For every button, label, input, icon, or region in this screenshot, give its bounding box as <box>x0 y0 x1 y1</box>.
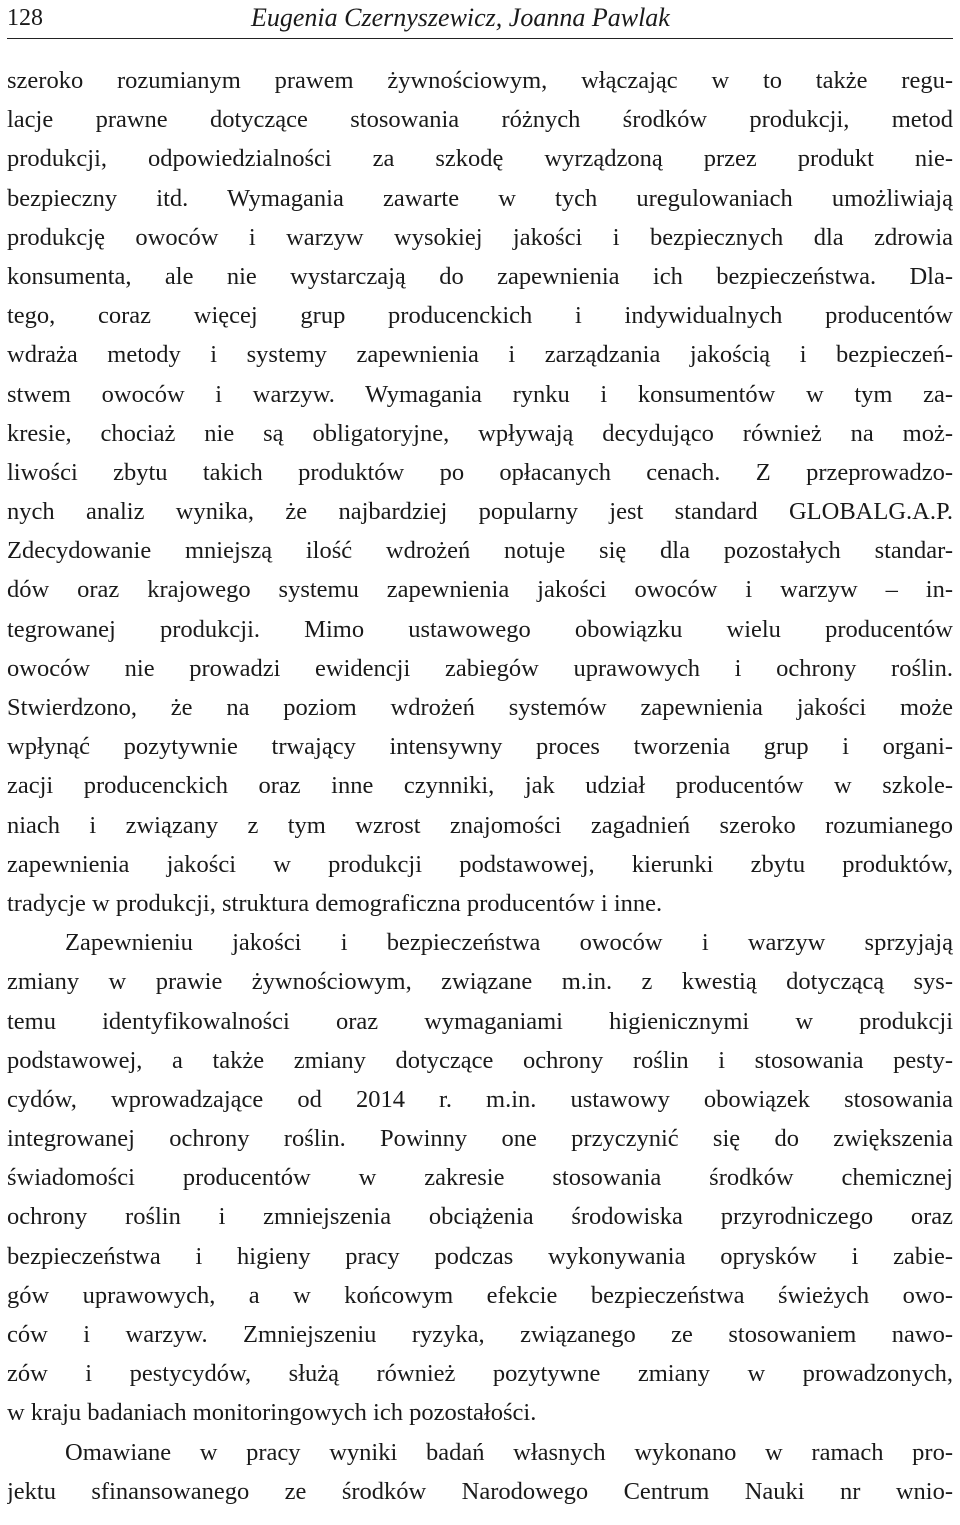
text-line: świadomości producentów w zakresie stosowania środków chemicznej <box>7 1164 953 1192</box>
text-line: Omawiane w pracy wyniki badań własnych wykonano w ramach pro- <box>65 1438 953 1466</box>
text-line: Zapewnieniu jakości i bezpieczeństwa owoców i warzyw sprzyjają <box>65 929 953 957</box>
text-line: konsumenta, ale nie wystarczają do zapewnienia ich bezpieczeństwa. Dla- <box>7 262 953 290</box>
text-line: produkcji, odpowiedzialności za szkodę wyrządzoną przez produkt nie- <box>7 145 953 173</box>
text-line: cydów, wprowadzające od 2014 r. m.in. ustawowy obowiązek stosowania <box>7 1085 953 1113</box>
text-line: lacje prawne dotyczące stosowania różnych środków produkcji, metod <box>7 106 953 134</box>
text-line: integrowanej ochrony roślin. Powinny one przyczynić się do zwiększenia <box>7 1125 953 1153</box>
text-line: kresie, chociaż nie są obligatoryjne, wpływają decydująco również na moż- <box>7 419 953 447</box>
text-line: owoców nie prowadzi ewidencji zabiegów uprawowych i ochrony roślin. <box>7 654 953 682</box>
text-line: dów oraz krajowego systemu zapewnienia jakości owoców i warzyw – in- <box>7 576 953 604</box>
body-text <box>7 61 953 1511</box>
document-page <box>7 0 953 1511</box>
text-line: ców i warzyw. Zmniejszeniu ryzyka, związanego ze stosowaniem nawo- <box>7 1321 953 1348</box>
text-line: jektu sfinansowanego ze środków Narodowego Centrum Nauki nr wnio- <box>7 1477 953 1505</box>
text-line: produkcję owoców i warzyw wysokiej jakości i bezpiecznych dla zdrowia <box>7 223 953 251</box>
text-line: tradycje w produkcji, struktura demograficzna producentów i inne. <box>7 889 663 917</box>
text-line: ochrony roślin i zmniejszenia obciążenia środowiska przyrodniczego oraz <box>7 1203 953 1231</box>
text-line: w kraju badaniach monitoringowych ich pozostałości. <box>7 1399 537 1427</box>
running-header <box>7 0 953 39</box>
running-header-authors: Eugenia Czernyszewicz, Joanna Pawlak <box>251 3 670 32</box>
text-line: zacji producenckich oraz inne czynniki, jak udział producentów w szkole- <box>7 772 953 800</box>
text-line: zów i pestycydów, służą również pozytywne zmiany w prowadzonych, <box>7 1360 953 1388</box>
text-line: liwości zbytu takich produktów po opłacanych cenach. Z przeprowadzo- <box>7 458 953 486</box>
text-line: podstawowej, a także zmiany dotyczące ochrony roślin i stosowania pesty- <box>7 1046 953 1074</box>
text-line: tego, coraz więcej grup producenckich i indywidualnych producentów <box>7 302 953 330</box>
text-line: stwem owoców i warzyw. Wymagania rynku i konsumentów w tym za- <box>7 380 953 408</box>
page-number: 128 <box>7 5 43 31</box>
text-line: temu identyfikowalności oraz wymaganiami higienicznymi w produkcji <box>7 1007 953 1035</box>
text-line: wdraża metody i systemy zapewnienia i zarządzania jakością i bezpieczeń- <box>7 341 953 369</box>
text-line: szeroko rozumianym prawem żywnościowym, włączając w to także regu- <box>7 67 953 94</box>
text-line: tegrowanej produkcji. Mimo ustawowego obowiązku wielu producentów <box>7 615 953 643</box>
text-line: nych analiz wynika, że najbardziej popularny jest standard GLOBALG.A.P. <box>7 498 953 526</box>
text-line: zapewnienia jakości w produkcji podstawowej, kierunki zbytu produktów, <box>7 850 953 878</box>
paragraph-1 <box>7 61 953 923</box>
paragraph-2 <box>7 923 953 1432</box>
text-line: Stwierdzono, że na poziom wdrożeń systemów zapewnienia jakości może <box>7 694 953 721</box>
text-line: bezpieczny itd. Wymagania zawarte w tych uregulowaniach umożliwiają <box>7 184 953 212</box>
text-line: bezpieczeństwa i higieny pracy podczas wykonywania oprysków i zabie- <box>7 1242 953 1270</box>
text-line: Zdecydowanie mniejszą ilość wdrożeń notuje się dla pozostałych standar- <box>7 537 953 565</box>
text-line: niach i związany z tym wzrost znajomości zagadnień szeroko rozumianego <box>7 811 953 839</box>
text-line: wpłynąć pozytywnie trwający intensywny proces tworzenia grup i organi- <box>7 733 953 761</box>
text-line: gów uprawowych, a w końcowym efekcie bezpieczeństwa świeżych owo- <box>7 1281 953 1309</box>
paragraph-3 <box>7 1433 953 1511</box>
text-line: zmiany w prawie żywnościowym, związane m.in. z kwestią dotyczącą sys- <box>7 968 953 996</box>
